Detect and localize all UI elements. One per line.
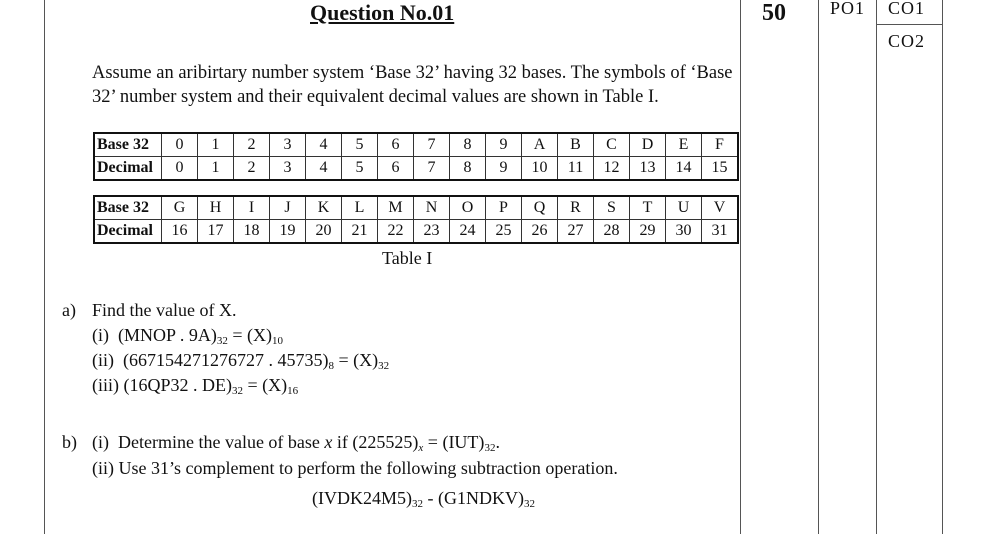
table2-symbol-cell: K [306,196,342,220]
table2-decimal-cell: 30 [666,220,702,244]
right-border [942,0,943,534]
table1-decimal-cell: 5 [342,157,378,181]
table2-symbol-cell: T [630,196,666,220]
table2-symbol-cell: S [594,196,630,220]
table1-symbol-cell: 2 [234,133,270,157]
question-title: Question No.01 [310,0,455,25]
table1-symbol-cell: 8 [450,133,486,157]
table2-symbol-cell: P [486,196,522,220]
part-a-iii-expr: (16QP32 . DE) [123,375,232,395]
intro-line-1: Assume an aribirtary number system ‘Base 32’ having 32 bases. The symbols of ‘Base [92,63,733,83]
table2-decimal-cell: 19 [270,220,306,244]
part-a-ii-expr: (667154271276727 . 45735) [123,350,329,370]
table1-symbol-cell: 6 [378,133,414,157]
table2-base32-label: Base 32 [94,196,162,220]
minus-sign: - [422,488,438,508]
table2-symbol-cell: O [450,196,486,220]
part-a-i-num: (i) [92,325,109,345]
part-a-prompt: Find the value of X. [92,300,237,320]
table2-symbol-cell: J [270,196,306,220]
table2-decimal-cell: 16 [162,220,198,244]
table1-decimal-cell: 7 [414,157,450,181]
table2-decimal-row [94,220,738,244]
po-column-border [818,0,819,534]
left-border [44,0,45,534]
part-a-ii-num: (ii) [92,350,114,370]
part-b-i-num: (i) [92,432,109,452]
operand-b: (G1NDKV) [437,488,524,508]
table1-symbol-cell: 5 [342,133,378,157]
part-a-label: a) [62,300,76,320]
table2-symbol-cell: U [666,196,702,220]
table1-decimal-cell: 15 [702,157,739,181]
table2-decimal-cell: 21 [342,220,378,244]
table1-symbol-cell: 1 [198,133,234,157]
part-b-i-text-mid: if (225525) [332,432,419,452]
part-a-ii-base2: 32 [378,360,390,372]
table1-base32-label: Base 32 [94,133,162,157]
table1-decimal-cell: 14 [666,157,702,181]
marks-value: 50 [762,0,786,26]
part-a-i-expr: (MNOP . 9A) [118,325,217,345]
table1-symbol-cell: F [702,133,739,157]
table1-symbol-cell: D [630,133,666,157]
part-a-i-base2: 10 [271,335,283,347]
table1-decimal-cell: 0 [162,157,198,181]
part-a-iii-eq: = (X) [243,375,288,395]
table2-decimal-cell: 23 [414,220,450,244]
table2-symbol-cell: M [378,196,414,220]
table2-decimal-label: Decimal [94,220,162,244]
table1-decimal-cell: 8 [450,157,486,181]
table2-decimal-cell: 25 [486,220,522,244]
marks-column-border [740,0,741,534]
part-a-iii-base2: 16 [287,385,299,397]
table2-symbol-cell: H [198,196,234,220]
part-b-i-text-pre: Determine the value of base [118,432,325,452]
table1-symbol-cell: 0 [162,133,198,157]
co-divider [876,24,942,25]
part-b-i-sub-var: x [418,442,424,454]
co-column-border [876,0,877,534]
table1-decimal-cell: 2 [234,157,270,181]
table2-decimal-cell: 29 [630,220,666,244]
table1-symbol-cell: 4 [306,133,342,157]
part-b-label: b) [62,432,77,452]
table1-decimal-row [94,157,738,181]
part-a-i-eq: = (X) [227,325,272,345]
part-b-i-text-eq: = (IUT) [423,432,485,452]
symbol-table-1 [93,132,739,181]
table2-symbol-cell: L [342,196,378,220]
part-a-i-base1: 32 [216,335,228,347]
symbol-table-2 [93,195,739,244]
table1-decimal-cell: 12 [594,157,630,181]
part-a-ii-eq: = (X) [334,350,379,370]
co2-label: CO2 [888,31,926,51]
table2-decimal-cell: 18 [234,220,270,244]
table1-base32-row [94,133,738,157]
table2-decimal-cell: 17 [198,220,234,244]
table1-symbol-cell: 3 [270,133,306,157]
table2-decimal-cell: 22 [378,220,414,244]
part-a-iii-num: (iii) [92,375,119,395]
table1-decimal-cell: 13 [630,157,666,181]
part-a-iii-base1: 32 [232,385,243,397]
part-b-i-base: 32 [484,442,496,454]
table2-symbol-cell: I [234,196,270,220]
table1-decimal-cell: 11 [558,157,594,181]
operand-a: (IVDK24M5) [312,488,412,508]
table2-symbol-cell: Q [522,196,558,220]
table1-symbol-cell: E [666,133,702,157]
table1-decimal-cell: 9 [486,157,522,181]
table2-decimal-cell: 28 [594,220,630,244]
table2-decimal-cell: 24 [450,220,486,244]
table1-symbol-cell: C [594,133,630,157]
table1-symbol-cell: 9 [486,133,522,157]
table2-symbol-cell: R [558,196,594,220]
part-b-ii-num: (ii) [92,458,114,478]
table1-decimal-cell: 10 [522,157,558,181]
co1-label: CO1 [888,0,926,18]
table2-decimal-cell: 26 [522,220,558,244]
table2-symbol-cell: G [162,196,198,220]
operand-b-base: 32 [523,498,535,510]
part-b-i-end: . [495,432,500,452]
operand-a-base: 32 [411,498,423,510]
table1-decimal-label: Decimal [94,157,162,181]
part-b-ii-text: Use 31’s complement to perform the following subtraction operation. [118,458,618,478]
table2-base32-row [94,196,738,220]
part-b-i-var: x [324,432,333,452]
table1-decimal-cell: 6 [378,157,414,181]
subtraction-expression [312,486,535,516]
part-a-iii [92,373,298,403]
table1-symbol-cell: B [558,133,594,157]
intro-line-2: 32’ number system and their equivalent decimal values are shown in Table I. [92,87,659,107]
table2-decimal-cell: 20 [306,220,342,244]
table2-decimal-cell: 31 [702,220,739,244]
table1-decimal-cell: 3 [270,157,306,181]
po-label: PO1 [830,0,866,18]
table1-symbol-cell: 7 [414,133,450,157]
part-b-ii [92,456,618,480]
table2-symbol-cell: V [702,196,739,220]
table2-symbol-cell: N [414,196,450,220]
table2-decimal-cell: 27 [558,220,594,244]
table1-symbol-cell: A [522,133,558,157]
table1-decimal-cell: 1 [198,157,234,181]
table1-decimal-cell: 4 [306,157,342,181]
part-a-ii-base1: 8 [328,360,334,372]
table-caption: Table I [382,248,433,268]
